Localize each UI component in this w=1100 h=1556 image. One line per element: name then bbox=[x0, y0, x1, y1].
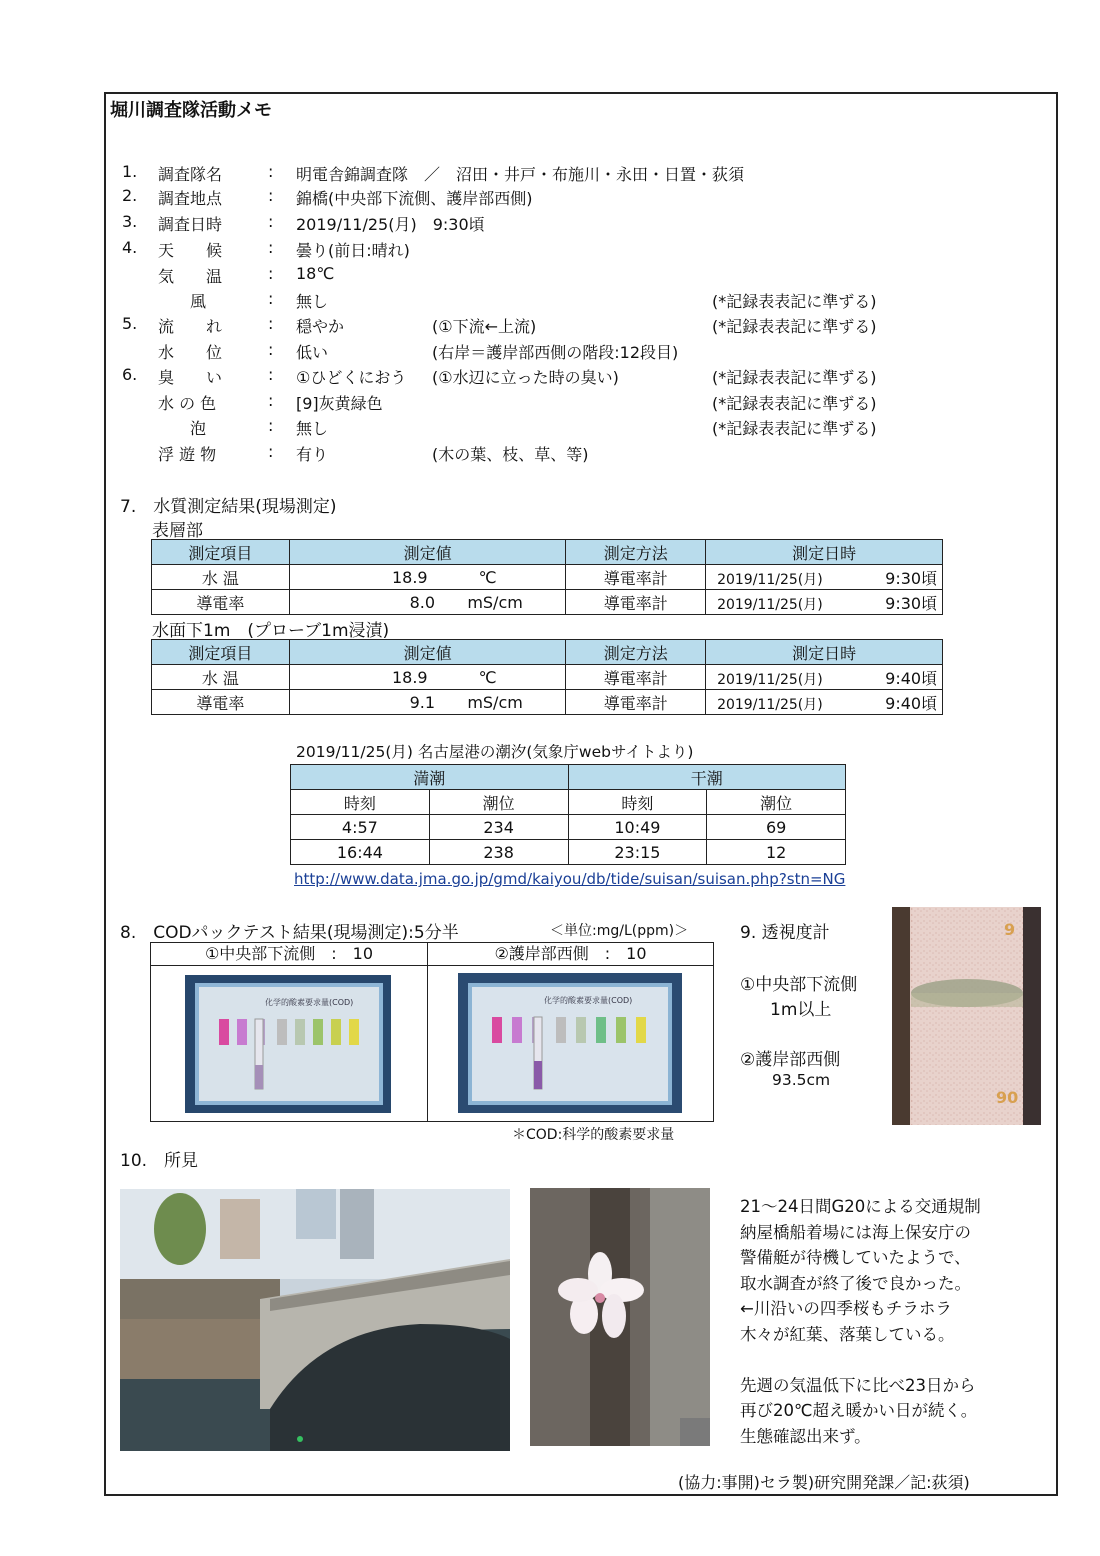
item-colon: : bbox=[268, 186, 274, 205]
item-colon: : bbox=[268, 162, 274, 181]
tide-col-time: 時刻 bbox=[568, 790, 707, 815]
sub-table-header bbox=[152, 640, 943, 665]
col-value: 測定値 bbox=[289, 540, 566, 565]
item-value: 曇り(前日:晴れ) bbox=[296, 241, 410, 260]
value-number: 18.9 bbox=[391, 667, 428, 687]
value-number: 8.0 bbox=[409, 592, 436, 612]
col-item: 測定項目 bbox=[152, 640, 290, 665]
item-label: 風 bbox=[158, 292, 207, 311]
sub-table bbox=[151, 639, 943, 715]
row-item: 水 温 bbox=[152, 665, 290, 690]
row-date bbox=[706, 565, 943, 590]
tide-caption: 2019/11/25(月) 名古屋港の潮汐(気象庁webサイトより) bbox=[296, 743, 694, 761]
date-text: 2019/11/25(月) bbox=[717, 571, 823, 588]
date-text: 2019/11/25(月) bbox=[717, 596, 823, 613]
sub-label: 水面下1m (プローブ1m浸漬) bbox=[152, 621, 390, 641]
time-text: 9:40頃 bbox=[885, 693, 938, 713]
item-label: 調査地点 bbox=[158, 189, 223, 208]
col-value: 測定値 bbox=[289, 640, 566, 665]
cod-table bbox=[150, 942, 714, 1122]
time-text: 9:30頃 bbox=[885, 568, 938, 588]
item-note: (*記録表表記に準ずる) bbox=[712, 368, 877, 387]
item-label: 気 温 bbox=[158, 267, 223, 286]
cod-footnote: ＊COD:科学的酸素要求量 bbox=[512, 1127, 675, 1143]
bridge-image bbox=[120, 1189, 510, 1451]
tide-low-header: 干潮 bbox=[568, 765, 846, 790]
row-method: 導電率計 bbox=[566, 665, 706, 690]
item-colon: : bbox=[268, 416, 274, 435]
item-value: 穏やか bbox=[296, 317, 345, 336]
item-label: 天 候 bbox=[158, 241, 223, 260]
item-colon: : bbox=[268, 340, 274, 359]
cod-col-2-header: ②護岸部西側 : 10 bbox=[428, 943, 713, 966]
tide-subheader bbox=[291, 790, 846, 815]
value-unit: ℃ bbox=[478, 667, 497, 687]
cod-unit: ＜単位:mg/L(ppm)＞ bbox=[550, 923, 689, 939]
col-method: 測定方法 bbox=[566, 540, 706, 565]
item-value: 無し bbox=[296, 419, 329, 438]
cod-card-image bbox=[185, 975, 391, 1113]
item-label: 水 の 色 bbox=[158, 394, 217, 413]
section8-heading: 8. CODパックテスト結果(現場測定):5分半 bbox=[120, 923, 459, 943]
page-title: 堀川調査隊活動メモ bbox=[110, 100, 272, 121]
footer-credit: (協力:事開)セラ製)研究開発課／記:荻須) bbox=[678, 1473, 970, 1492]
cod-photo-1 bbox=[185, 975, 391, 1113]
item-colon: : bbox=[268, 264, 274, 283]
transparency-meter-photo bbox=[892, 907, 1041, 1125]
item-value: 有り bbox=[296, 445, 329, 464]
item-label: 浮 遊 物 bbox=[158, 445, 217, 464]
tide-col-level: 潮位 bbox=[707, 790, 846, 815]
item-number: 5. bbox=[122, 314, 138, 333]
value-unit: mS/cm bbox=[467, 592, 523, 612]
item-value: 錦橋(中央部下流側、護岸部西側) bbox=[296, 189, 533, 208]
item-colon: : bbox=[268, 391, 274, 410]
item-number: 4. bbox=[122, 238, 138, 257]
item-note: (*記録表表記に準ずる) bbox=[712, 317, 877, 336]
row-value bbox=[289, 665, 566, 690]
tide-cell: 234 bbox=[429, 815, 568, 840]
row-value bbox=[289, 590, 566, 615]
tide-cell: 238 bbox=[429, 840, 568, 865]
item-label: 調査隊名 bbox=[158, 165, 223, 184]
transparency-point-1-value: 1m以上 bbox=[770, 1000, 832, 1020]
cherry-blossom-image bbox=[530, 1188, 710, 1446]
item-note: (*記録表表記に準ずる) bbox=[712, 394, 877, 413]
item-note: (*記録表表記に準ずる) bbox=[712, 419, 877, 438]
table-row bbox=[152, 665, 943, 690]
scale-mark-top: 9 bbox=[1004, 920, 1016, 939]
row-item: 水 温 bbox=[152, 565, 290, 590]
row-method: 導電率計 bbox=[566, 690, 706, 715]
cherry-blossom-photo bbox=[530, 1188, 710, 1446]
cod-card-image bbox=[458, 973, 682, 1113]
cod-card-title: 化学的酸素要求量(COD) bbox=[544, 996, 633, 1005]
transparency-point-2-label: ②護岸部西側 bbox=[740, 1050, 841, 1070]
item-number: 3. bbox=[122, 212, 138, 231]
section7-heading: 7. 水質測定結果(現場測定) bbox=[120, 497, 337, 517]
transparency-point-2-value: 93.5cm bbox=[772, 1071, 831, 1089]
col-item: 測定項目 bbox=[152, 540, 290, 565]
value-number: 9.1 bbox=[409, 692, 436, 712]
row-item: 導電率 bbox=[152, 690, 290, 715]
tide-cell: 69 bbox=[707, 815, 846, 840]
item-number: 2. bbox=[122, 186, 138, 205]
date-text: 2019/11/25(月) bbox=[717, 696, 823, 713]
item-value: 18℃ bbox=[296, 264, 335, 283]
col-method: 測定方法 bbox=[566, 640, 706, 665]
tide-cell: 12 bbox=[707, 840, 846, 865]
transparency-point-1-label: ①中央部下流側 bbox=[740, 975, 858, 995]
row-value bbox=[289, 690, 566, 715]
table-row bbox=[291, 840, 846, 865]
col-date: 測定日時 bbox=[706, 540, 943, 565]
item-colon: : bbox=[268, 442, 274, 461]
item-label: 泡 bbox=[158, 419, 207, 438]
bridge-photo bbox=[120, 1189, 510, 1451]
item-extra: (①下流←上流) bbox=[432, 317, 537, 336]
tide-cell: 4:57 bbox=[291, 815, 430, 840]
item-colon: : bbox=[268, 314, 274, 333]
cod-card-title: 化学的酸素要求量(COD) bbox=[265, 998, 354, 1007]
tide-cell: 23:15 bbox=[568, 840, 707, 865]
value-unit: mS/cm bbox=[467, 692, 523, 712]
item-number: 1. bbox=[122, 162, 138, 181]
section10-heading: 10. 所見 bbox=[120, 1151, 199, 1171]
row-value bbox=[289, 565, 566, 590]
table-row bbox=[152, 590, 943, 615]
value-unit: ℃ bbox=[478, 567, 497, 587]
col-date: 測定日時 bbox=[706, 640, 943, 665]
row-method: 導電率計 bbox=[566, 590, 706, 615]
surface-label: 表層部 bbox=[152, 521, 203, 541]
item-number: 6. bbox=[122, 365, 138, 384]
value-number: 18.9 bbox=[391, 567, 428, 587]
table-row bbox=[152, 565, 943, 590]
date-text: 2019/11/25(月) bbox=[717, 671, 823, 688]
time-text: 9:40頃 bbox=[885, 668, 938, 688]
section9-heading: 9. 透視度計 bbox=[740, 923, 830, 943]
surface-table bbox=[151, 539, 943, 615]
item-colon: : bbox=[268, 212, 274, 231]
item-label: 水 位 bbox=[158, 343, 223, 362]
scale-mark-bottom: 90 bbox=[996, 1088, 1019, 1107]
item-note: (*記録表表記に準ずる) bbox=[712, 292, 877, 311]
row-date bbox=[706, 690, 943, 715]
observation-notes: 21～24日間G20による交通規制 納屋橋船着場には海上保安庁の 警備艇が待機していたようで、 取水調査が終了後で良かった。 ←川沿いの四季桜もチラホラ 木々が紅葉、落葉している。 先週の気温低下に比べ23日から 再び20℃超え暖かい日が続く。 生態確認出来ず。 bbox=[740, 1197, 981, 1446]
item-extra: (右岸＝護岸部西側の階段:12段目) bbox=[432, 343, 679, 362]
item-colon: : bbox=[268, 289, 274, 308]
tide-table bbox=[290, 764, 846, 865]
item-value: 低い bbox=[296, 343, 329, 362]
cod-photo-2 bbox=[458, 973, 682, 1113]
tide-col-time: 時刻 bbox=[291, 790, 430, 815]
surface-table-header bbox=[152, 540, 943, 565]
cod-col-1 bbox=[151, 943, 428, 1121]
transparency-meter-image bbox=[892, 907, 1041, 1125]
item-colon: : bbox=[268, 238, 274, 257]
tide-cell: 10:49 bbox=[568, 815, 707, 840]
cod-col-2 bbox=[428, 943, 713, 1121]
item-value: 2019/11/25(月) 9:30頃 bbox=[296, 215, 485, 234]
item-colon: : bbox=[268, 365, 274, 384]
item-value: [9]灰黄緑色 bbox=[296, 394, 383, 413]
tide-cell: 16:44 bbox=[291, 840, 430, 865]
cod-col-1-header: ①中央部下流側 : 10 bbox=[151, 943, 427, 966]
tide-table-header bbox=[291, 765, 846, 790]
time-text: 9:30頃 bbox=[885, 593, 938, 613]
item-label: 臭 い bbox=[158, 368, 223, 387]
table-row bbox=[152, 690, 943, 715]
row-date bbox=[706, 590, 943, 615]
row-date bbox=[706, 665, 943, 690]
item-label: 調査日時 bbox=[158, 215, 223, 234]
item-value: ①ひどくにおう bbox=[296, 368, 407, 387]
item-extra: (①水辺に立った時の臭い) bbox=[432, 368, 619, 387]
row-item: 導電率 bbox=[152, 590, 290, 615]
item-extra: (木の葉、枝、草、等) bbox=[432, 445, 589, 464]
row-method: 導電率計 bbox=[566, 565, 706, 590]
item-value: 明電舎錦調査隊 ／ 沼田・井戸・布施川・永田・日置・荻須 bbox=[296, 165, 745, 184]
table-row bbox=[291, 815, 846, 840]
item-value: 無し bbox=[296, 292, 329, 311]
tide-high-header: 満潮 bbox=[291, 765, 569, 790]
item-label: 流 れ bbox=[158, 317, 223, 336]
tide-col-level: 潮位 bbox=[429, 790, 568, 815]
tide-source-link[interactable]: http://www.data.jma.go.jp/gmd/kaiyou/db/tide/suisan/suisan.php?stn=NG bbox=[294, 870, 846, 888]
